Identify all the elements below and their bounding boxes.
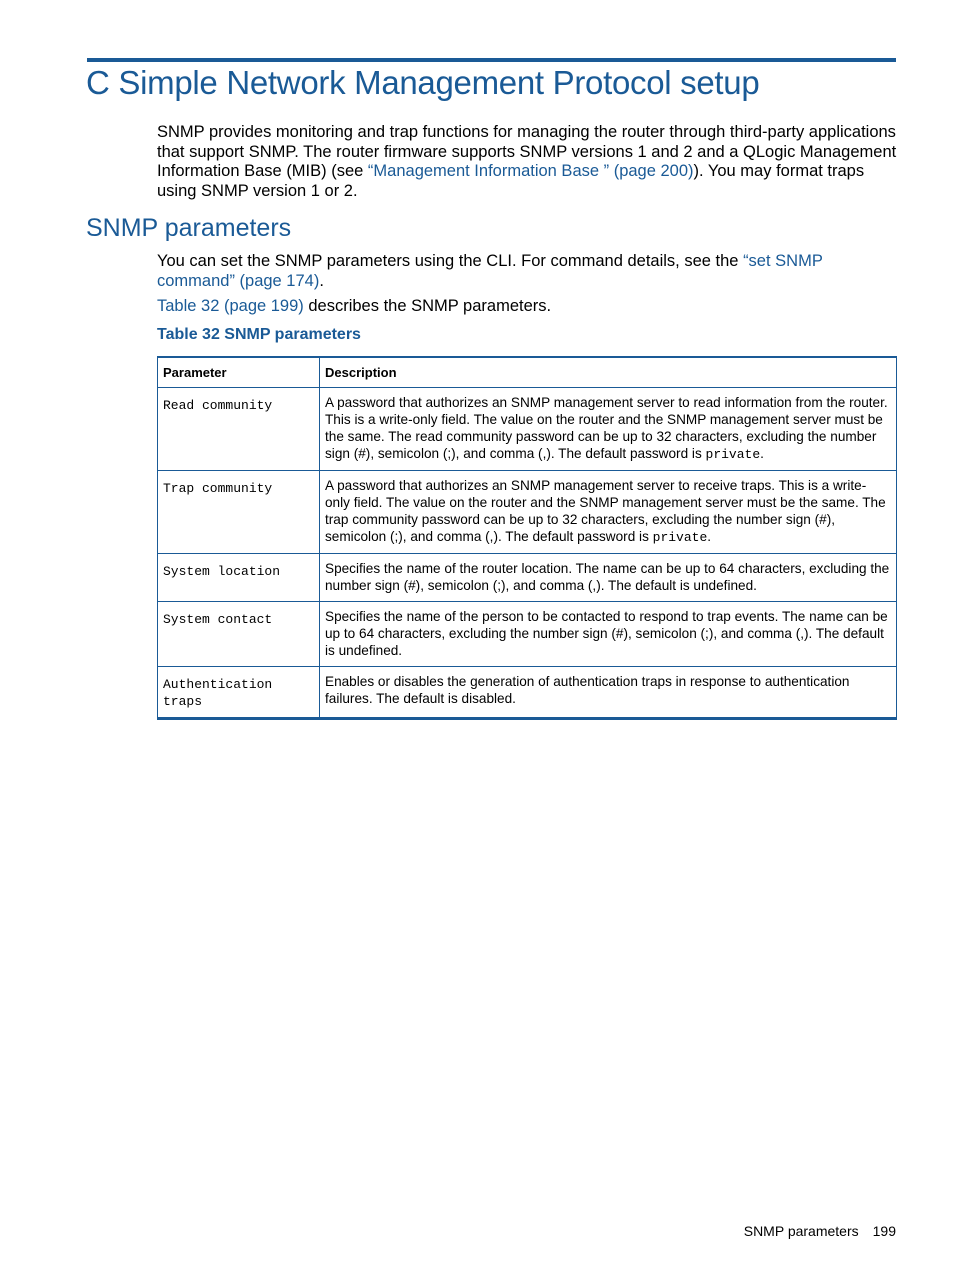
section-text: You can set the SNMP parameters using the CLI. For command details, see the — [157, 252, 744, 270]
parameter-cell: Trap community — [158, 471, 320, 554]
intro-text: SNMP provides monitoring and trap functions for managing the router through third-party applications that support SNMP. The router firmware supports SNMP versions 1 and 2 and a QLogic Management Information Base (MIB) (see — [157, 123, 897, 180]
description-text: A password that authorizes an SNMP management server to receive traps. This is a write-only field. The value on the router and the SNMP management server must be the same. The trap community password can be up to 32 characters, excluding the number sign (#), semicolon (;), and comma (,). The default password is — [325, 478, 886, 544]
description-cell: Specifies the name of the person to be contacted to respond to trap events. The name can be up to 64 characters, excluding the number sign (#), semicolon (;), and comma (,). The default is undefined. — [320, 602, 897, 667]
title-rule — [87, 58, 896, 62]
default-value-code: private — [652, 530, 708, 545]
default-value-code: private — [705, 447, 761, 462]
table-row — [158, 554, 897, 602]
section-heading: SNMP parameters — [86, 214, 292, 242]
page-title: C Simple Network Management Protocol setup — [86, 64, 760, 101]
description-cell — [320, 388, 897, 471]
table-caption: Table 32 SNMP parameters — [157, 326, 361, 343]
table-reference-text: describes the SNMP parameters. — [303, 297, 552, 315]
parameter-cell: System contact — [158, 602, 320, 667]
page-number: 199 — [872, 1223, 896, 1239]
mib-link[interactable]: “Management Information Base ” (page 200) — [367, 162, 694, 180]
description-end: . — [707, 529, 712, 544]
set-snmp-command-link[interactable]: “set SNMP command” (page 174) — [157, 252, 823, 290]
table-row — [158, 471, 897, 554]
section-paragraph — [157, 252, 902, 291]
description-column-header: Description — [320, 357, 897, 388]
page-footer — [744, 1223, 896, 1239]
table-header-row — [158, 357, 897, 388]
parameter-cell: Read community — [158, 388, 320, 471]
parameter-column-header: Parameter — [158, 357, 320, 388]
snmp-parameters-table — [157, 356, 897, 720]
parameter-cell: System location — [158, 554, 320, 602]
table-row — [158, 667, 897, 719]
table-reference-paragraph — [157, 297, 902, 317]
intro-text-end: ). You may format traps using SNMP version 1 or 2. — [157, 162, 865, 200]
table-row — [158, 388, 897, 471]
parameter-cell: Authentication traps — [158, 667, 320, 719]
description-text: A password that authorizes an SNMP management server to read information from the router. This is a write-only field. The value on the router and the SNMP management server must be the same. The read community password can be up to 32 characters, excluding the number sign (#), semicolon (;), and comma (,). The default password is — [325, 395, 888, 461]
description-end: . — [760, 446, 764, 461]
description-cell: Enables or disables the generation of authentication traps in response to authentication failures. The default is disabled. — [320, 667, 897, 719]
table-row — [158, 602, 897, 667]
section-text-end: . — [319, 271, 324, 290]
table-32-link[interactable]: Table 32 (page 199) — [157, 297, 304, 315]
footer-section-title: SNMP parameters — [743, 1223, 859, 1239]
intro-paragraph — [157, 123, 902, 201]
description-cell — [320, 471, 897, 554]
description-cell: Specifies the name of the router location. The name can be up to 64 characters, excluding the number sign (#), semicolon (;), and comma (,). The default is undefined. — [320, 554, 897, 602]
